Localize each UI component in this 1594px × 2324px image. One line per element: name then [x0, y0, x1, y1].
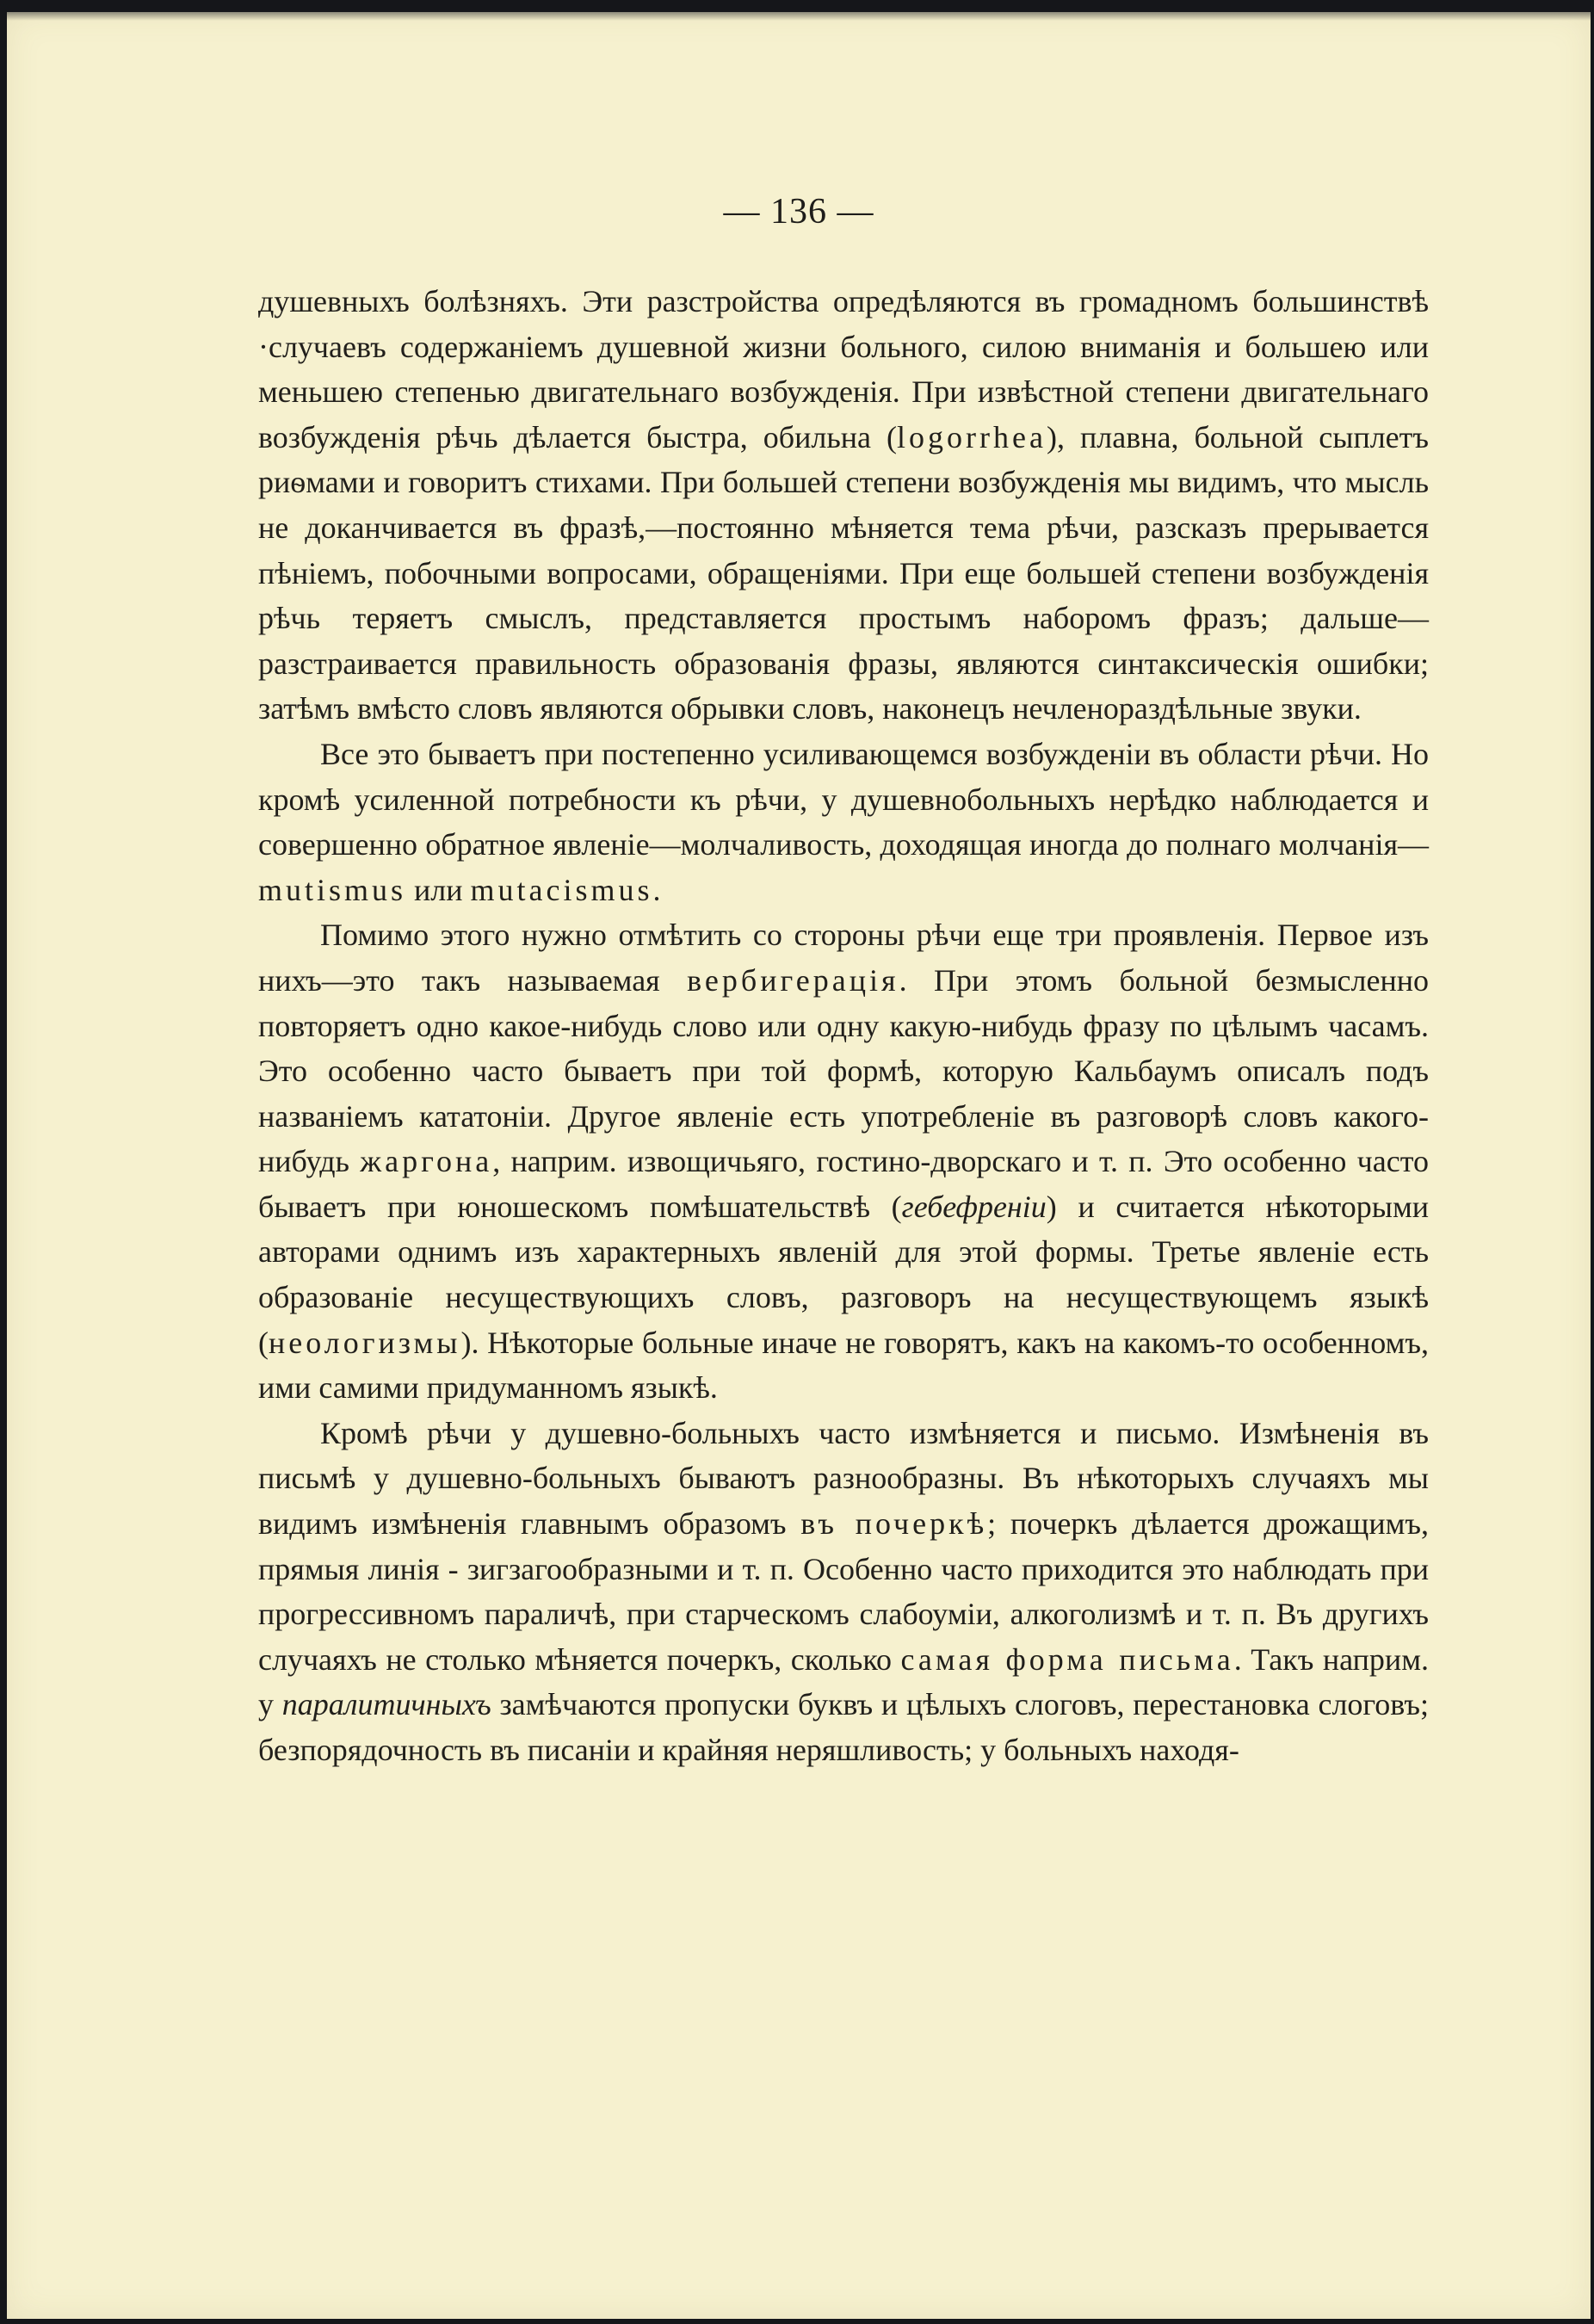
- text-run: Кромѣ рѣчи у душевно-больныхъ часто измѣняется и письмо. Измѣненія въ письмѣ у душевно-больныхъ бываютъ разнообразны. Въ нѣкоторыхъ случаяхъ мы видимъ измѣненія главнымъ образомъ: [258, 1415, 1429, 1542]
- page-number: — 136 —: [723, 192, 874, 232]
- text-run: Помимо этого нужно отмѣтить со стороны рѣчи еще три проявленія. Первое изъ нихъ—это такъ называемая: [258, 918, 1429, 998]
- document-page: [7, 12, 1591, 2319]
- emphasized-term: неологизмы: [269, 1325, 461, 1360]
- text-run: или: [406, 872, 471, 907]
- paragraph: [258, 912, 1429, 1411]
- text-run: ), плавна, больной сыплетъ риѳмами и говоритъ стихами. При большей степени возбужденія мы видимъ, что мысль не доканчивается въ фразѣ,—постоянно мѣняется тема рѣчи, разсказъ прерывается пѣніемъ, побочными вопросами, обращеніями. При еще большей степени возбужденія рѣчь теряетъ смыслъ, представляется простымъ наборомъ фразъ; дальше—разстраивается правильность образованія фразы, являются синтаксическія ошибки; затѣмъ вмѣсто словъ являются обрывки словъ, наконецъ нечленораздѣльные звуки.: [258, 419, 1429, 726]
- text-run: . Такъ наприм. у: [258, 1641, 1429, 1722]
- emphasized-term: жаргона: [360, 1144, 493, 1179]
- text-run: ). Нѣкоторые больные иначе не говорятъ, какъ на какомъ-то особенномъ, ими самими придуманномъ языкѣ.: [258, 1325, 1429, 1406]
- text-run: , наприм. извощичьяго, гостино-дворскаго и т. п. Это особенно часто бываетъ при юношескомъ помѣшательствѣ (: [258, 1144, 1429, 1224]
- paragraph: [258, 1411, 1429, 1773]
- emphasized-term: самая форма письма: [900, 1641, 1234, 1677]
- italic-term: паралитичныхъ: [281, 1687, 491, 1722]
- paragraph: [258, 732, 1429, 912]
- emphasized-term: въ почеркѣ: [800, 1506, 988, 1542]
- emphasized-term: logorrhea: [897, 419, 1047, 454]
- text-run: Все это бываетъ при постепенно усиливающемся возбужденіи въ области рѣчи. Но кромѣ усиленной потребности къ рѣчи, у душевнобольныхъ нерѣдко наблюдается и совершенно обратное явленіе—молчаливость, доходящая иногда до полнаго молчанія—: [258, 736, 1429, 862]
- text-run: . При этомъ больной безмысленно повторяетъ одно какое-нибудь слово или одну какую-нибудь фразу по цѣлымъ часамъ. Это особенно часто бываетъ при той формѣ, которую Кальбаумъ описалъ подъ названіемъ кататоніи. Другое явленіе есть употребленіе въ разговорѣ словъ какого-нибудь: [258, 962, 1429, 1179]
- text-run: замѣчаются пропуски буквъ и цѣлыхъ слоговъ, перестановка слоговъ; безпорядочность въ писаніи и крайняя неряшливость; у больныхъ находя-: [258, 1687, 1429, 1767]
- text-run: ; почеркъ дѣлается дрожащимъ, прямыя линія - зигзагообразными и т. п. Особенно часто приходится это наблюдать при прогрессивномъ параличѣ, при старческомъ слабоуміи, алкоголизмѣ и т. п. Въ другихъ случаяхъ не столько мѣняется почеркъ, сколько: [258, 1506, 1429, 1677]
- body-text: [258, 279, 1429, 1773]
- text-run: душевныхъ болѣзняхъ. Эти разстройства опредѣляются въ громадномъ большинствѣ ·случаевъ содержаніемъ душевной жизни больного, силою вниманія и большею или меньшею степенью двигательнаго возбужденія. При извѣстной степени двигательнаго возбужденія рѣчь дѣлается быстра, обильна (: [258, 284, 1429, 454]
- text-run: .: [652, 872, 661, 907]
- paragraph: [258, 279, 1429, 732]
- emphasized-term: mutacismus: [470, 872, 653, 907]
- italic-term: гебефреніи: [901, 1189, 1047, 1224]
- emphasized-term: mutismus: [258, 872, 407, 907]
- emphasized-term: вербигерація: [687, 962, 899, 998]
- text-run: ) и считается нѣкоторыми авторами однимъ изъ характерныхъ явленій для этой формы. Третье явленіе есть образованіе несуществующихъ словъ, разговоръ на несуществующемъ языкѣ (: [258, 1189, 1430, 1360]
